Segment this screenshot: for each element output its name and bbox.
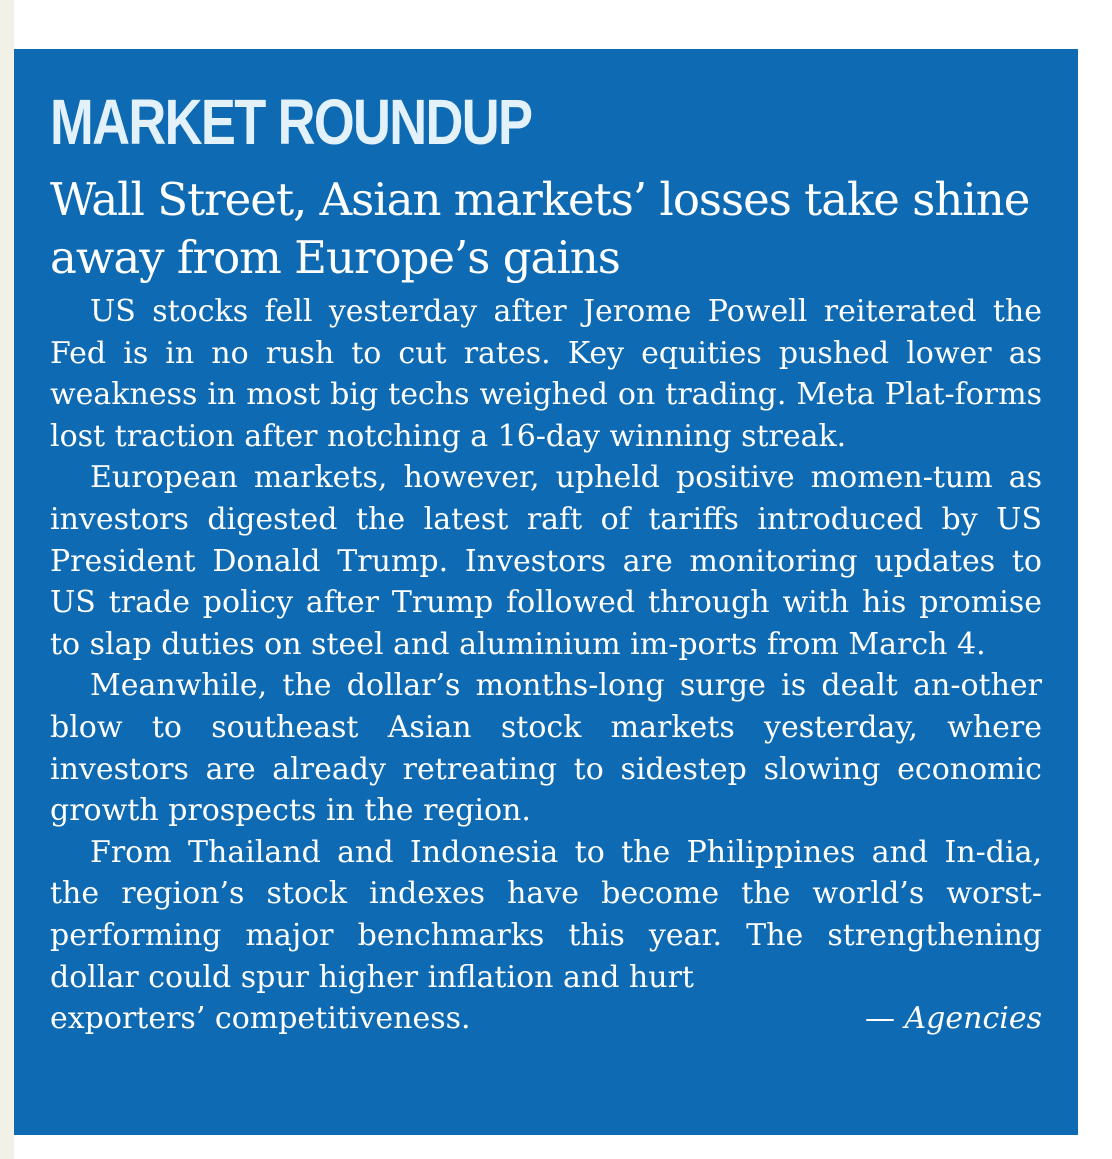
paragraph-2: European markets, however, upheld positive momen-tum as investors digested the latest raft of tariffs introduced by US President Donald Trump. Investors are monitoring updates to US trade policy after Trump followed through with his promise to slap duties on steel and aluminium im-ports from March 4. — [50, 460, 1042, 662]
paragraph-1: US stocks fell yesterday after Jerome Powell reiterated the Fed is in no rush to cut rates. Key equities pushed lower as weakness in most big techs weighed on trading. Meta Plat-forms lost traction after notching a 16-day winning streak. — [50, 294, 1042, 454]
byline: — Agencies — [864, 1001, 1042, 1037]
paragraph-4: From Thailand and Indonesia to the Philippines and In-dia, the region’s stock indexes have become the world’s worst-performing major benchmarks this year. The strengthening dollar could spur higher inflation and hurt — [50, 834, 1042, 995]
market-roundup-box — [14, 49, 1078, 1135]
page-edge — [0, 0, 14, 1159]
closing-text: exporters’ competitiveness. — [50, 1001, 471, 1037]
article-headline: Wall Street, Asian markets’ losses take shine away from Europe’s gains — [50, 173, 1030, 284]
article-body — [50, 291, 1042, 1040]
closing-line — [50, 998, 1042, 1040]
section-kicker: MARKET ROUNDUP — [50, 86, 532, 158]
paragraph-3: Meanwhile, the dollar’s months-long surge is dealt an-other blow to southeast Asian stock markets yesterday, where investors are already retreating to sidestep slowing economic growth prospects in the region. — [50, 668, 1042, 829]
